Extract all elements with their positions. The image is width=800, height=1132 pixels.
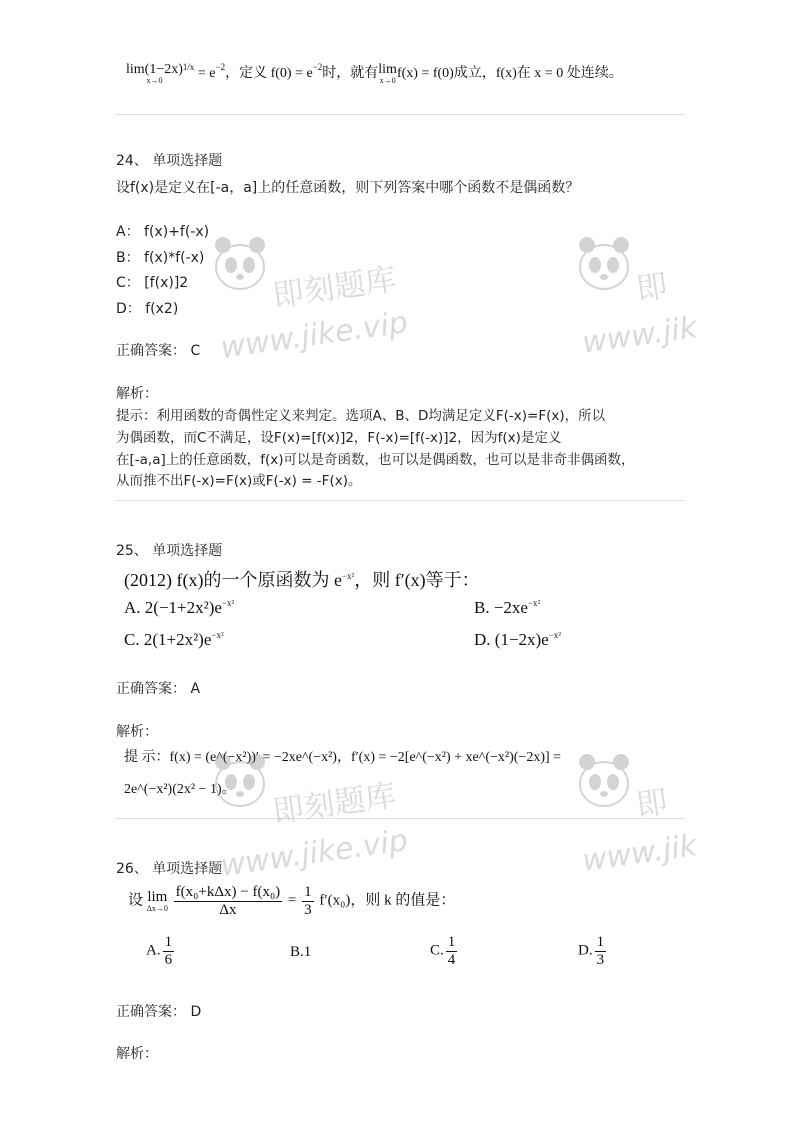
watermark-url: www.jike.vip bbox=[218, 305, 410, 366]
fraction-numerator: 1 bbox=[164, 934, 173, 950]
fraction-denominator: 6 bbox=[164, 951, 173, 968]
watermark-brand: 即 bbox=[634, 783, 670, 824]
stem-text: = bbox=[287, 892, 297, 909]
panda-watermark-icon bbox=[576, 235, 632, 297]
fraction-numerator: f(x₀+kΔx) − f(x₀) bbox=[175, 884, 281, 900]
stem-text: 设 bbox=[128, 892, 144, 909]
watermark-brand: 即刻题库 bbox=[270, 261, 399, 315]
option-letter: D. bbox=[578, 942, 593, 959]
watermark-brand: 即 bbox=[634, 267, 670, 308]
option-text: C. 2(1+2x²)e bbox=[124, 630, 212, 649]
exponent: −x² bbox=[527, 598, 541, 608]
option-text: A. 2(−1+2x²)e bbox=[124, 598, 222, 617]
panda-watermark-icon bbox=[576, 752, 632, 814]
fraction-numerator: 1 bbox=[304, 884, 312, 900]
exponent: 1/x bbox=[182, 62, 195, 72]
limit-subscript: x→0 bbox=[146, 75, 163, 85]
question-24-option-a: A： f(x)+f(-x) bbox=[116, 224, 210, 240]
question-26-stem bbox=[128, 884, 455, 918]
exponent: −x² bbox=[341, 571, 355, 581]
divider bbox=[116, 818, 684, 819]
limit-subscript: Δx→0 bbox=[146, 903, 168, 913]
exponent: −x² bbox=[221, 598, 235, 608]
question-26-answer: 正确答案： D bbox=[116, 1004, 202, 1020]
formula-text: 时，就有 bbox=[322, 66, 379, 81]
option-text: D. (1−2x)e bbox=[474, 630, 549, 649]
question-26-option-d bbox=[578, 934, 608, 968]
question-25-hint-line: 2e^(−x²)(2x² − 1)。 bbox=[124, 782, 236, 797]
option-letter: C. bbox=[430, 942, 444, 959]
question-25-option-a bbox=[124, 598, 234, 618]
question-26-option-b bbox=[290, 944, 311, 961]
question-24-analysis-line: 提示：利用函数的奇偶性定义来判定。选项A、B、D均满足定义F(-x)=F(x)，所以 bbox=[116, 408, 606, 424]
question-25-option-b bbox=[474, 598, 540, 618]
question-25-header: 25、 单项选择题 bbox=[116, 543, 223, 559]
fraction-numerator: 1 bbox=[447, 934, 456, 950]
question-25-stem bbox=[124, 566, 480, 592]
question-24-answer: 正确答案： C bbox=[116, 343, 201, 359]
question-25-analysis-label: 解析： bbox=[116, 724, 158, 740]
divider bbox=[116, 500, 684, 501]
limit-label: lim bbox=[378, 61, 397, 77]
formula-text: f(x) = f(0)成立，f(x)在 x = 0 处连续。 bbox=[396, 66, 623, 81]
top-formula bbox=[126, 62, 623, 85]
question-26-analysis-label: 解析： bbox=[116, 1046, 158, 1062]
question-25-option-d bbox=[474, 630, 561, 650]
limit-operator bbox=[126, 63, 183, 85]
limit-subscript: x→0 bbox=[379, 75, 396, 85]
question-24-analysis-line: 在[-a,a]上的任意函数，f(x)可以是奇函数，也可以是偶函数，也可以是非奇非偶函数， bbox=[116, 452, 635, 468]
stem-text: (2012) f(x)的一个原函数为 e bbox=[124, 570, 342, 590]
formula-text: = e bbox=[194, 66, 216, 81]
stem-text: f′(x₀)，则 k 的值是： bbox=[319, 892, 456, 909]
exponent: −2 bbox=[215, 62, 226, 72]
exponent: −x² bbox=[211, 630, 224, 640]
limit-operator bbox=[378, 63, 397, 85]
question-25-answer: 正确答案： A bbox=[116, 681, 201, 697]
question-24-header: 24、 单项选择题 bbox=[116, 153, 223, 169]
question-25-hint-line: 提 示：f(x) = (e^(−x²))′ = −2xe^(−x²)，f′(x) = −2[e^(−x²) + xe^(−x²)(−2x)] = bbox=[124, 750, 562, 765]
watermark-url: www.jik bbox=[580, 310, 700, 361]
watermark-url: www.jike.vip bbox=[218, 823, 410, 884]
option-text: B. −2xe bbox=[474, 598, 528, 617]
exponent: −2 bbox=[312, 62, 323, 72]
question-24-analysis-label: 解析： bbox=[116, 386, 158, 402]
top-formula-lead: lim(1−2x) bbox=[126, 61, 183, 77]
fraction-denominator: 3 bbox=[596, 951, 605, 968]
question-25-option-c bbox=[124, 630, 224, 650]
option-letter: B. bbox=[290, 944, 304, 960]
panda-watermark-icon bbox=[212, 235, 268, 297]
exponent: −x² bbox=[548, 630, 562, 640]
question-24-stem: 设f(x)是定义在[-a，a]上的任意函数，则下列答案中哪个函数不是偶函数？ bbox=[116, 180, 580, 196]
fraction bbox=[302, 884, 314, 918]
question-24-analysis-line: 从而推不出F(-x)=F(x)或F(-x) = -F(x)。 bbox=[116, 473, 362, 489]
fraction bbox=[174, 884, 283, 918]
watermark-url: www.jik bbox=[580, 828, 700, 879]
formula-text: ，定义 f(0) = e bbox=[225, 66, 313, 81]
fraction-numerator: 1 bbox=[596, 934, 605, 950]
limit-operator bbox=[147, 890, 168, 913]
question-24-analysis-line: 为偶函数，而C不满足，设F(x)=[f(x)]2，F(-x)=[f(-x)]2，因为f(x)是定义 bbox=[116, 430, 562, 446]
stem-text: ，则 f′(x)等于： bbox=[354, 570, 480, 590]
fraction-denominator: 4 bbox=[447, 951, 456, 968]
fraction-denominator: 3 bbox=[304, 901, 312, 918]
limit-label: lim bbox=[147, 888, 168, 905]
option-letter: A. bbox=[146, 942, 161, 959]
option-value: 1 bbox=[303, 944, 312, 960]
question-24-option-c: C： [f(x)]2 bbox=[116, 275, 189, 291]
question-26-header: 26、 单项选择题 bbox=[116, 861, 223, 877]
fraction bbox=[446, 934, 458, 968]
question-26-option-c bbox=[430, 934, 459, 968]
watermark-brand: 即刻题库 bbox=[270, 777, 399, 831]
fraction bbox=[595, 934, 607, 968]
fraction-denominator: Δx bbox=[219, 901, 237, 918]
divider bbox=[116, 114, 684, 115]
question-24-option-d: D： f(x2) bbox=[116, 301, 179, 317]
fraction bbox=[163, 934, 175, 968]
question-26-option-a bbox=[146, 934, 176, 968]
question-24-option-b: B： f(x)*f(-x) bbox=[116, 250, 205, 266]
panda-watermark-icon bbox=[212, 752, 268, 814]
